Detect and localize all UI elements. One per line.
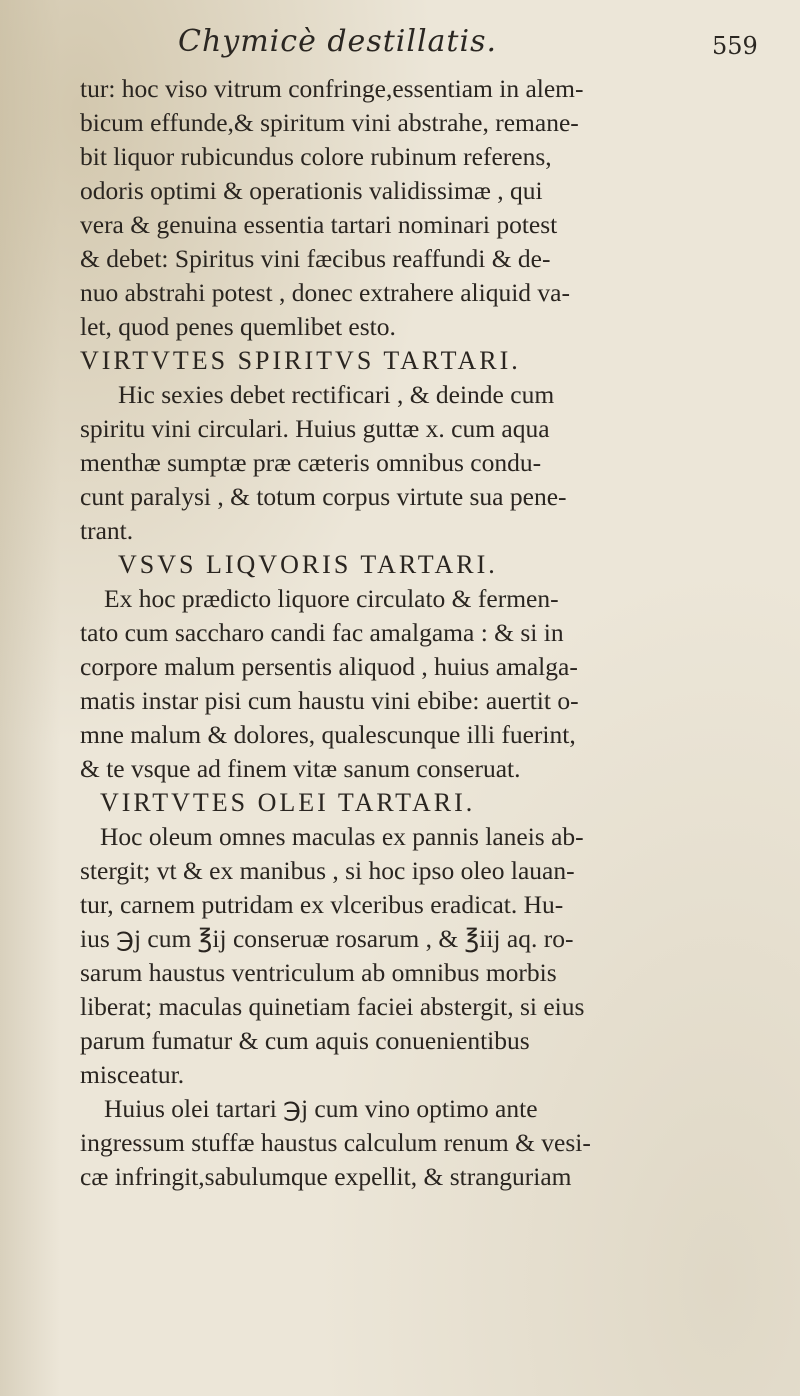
page-header [0,20,800,70]
text-line: Huius olei tartari ℈j cum vino optimo ante [104,1094,538,1123]
text-line: tur: hoc viso vitrum confringe,essentiam in alem- [80,74,584,103]
text-line: & te vsque ad finem vitæ sanum conseruat. [80,754,521,783]
text-line: ingressum stuffæ haustus calculum renum & vesi- [80,1128,591,1157]
page-number: 559 [712,32,758,60]
text-line: sarum haustus ventriculum ab omnibus morbis [80,958,557,987]
text-line: Hic sexies debet rectificari , & deinde cum [118,380,555,409]
text-line: Ex hoc prædicto liquore circulato & fermen- [104,584,559,613]
text-line: stergit; vt & ex manibus , si hoc ipso oleo lauan- [80,856,575,885]
text-line: ius ℈j cum ℥ij conseruæ rosarum , & ℥iij aq. ro- [80,924,574,953]
text-line: matis instar pisi cum haustu vini ebibe: auertit o- [80,686,579,715]
text-line: cæ infringit,sabulumque expellit, & stranguriam [80,1162,572,1191]
text-line: odoris optimi & operationis validissimæ , qui [80,176,543,205]
text-line: menthæ sumptæ præ cæteris omnibus condu- [80,448,542,477]
running-title: Chymicè destillatis. [178,24,498,59]
text-line: misceatur. [80,1060,185,1089]
text-line: let, quod penes quemlibet esto. [80,312,396,341]
text-line: Hoc oleum omnes maculas ex pannis laneis ab- [100,822,584,851]
text-line: trant. [80,516,134,545]
text-line: parum fumatur & cum aquis conuenientibus [80,1026,530,1055]
text-line: bicum effunde,& spiritum vini abstrahe, remane- [80,108,579,137]
text-line: corpore malum persentis aliquod , huius amalga- [80,652,578,681]
text-line: & debet: Spiritus vini fæcibus reaffundi & de- [80,244,551,273]
section-heading: VIRTVTES SPIRITVS TARTARI. [80,346,521,375]
text-line: liberat; maculas quinetiam faciei abstergit, si eius [80,992,585,1021]
text-line: mne malum & dolores, qualescunque illi fuerint, [80,720,576,749]
text-line: vera & genuina essentia tartari nominari potest [80,210,558,239]
text-line: cunt paralysi , & totum corpus virtute sua pene- [80,482,567,511]
section-heading: VSVS LIQVORIS TARTARI. [118,550,498,579]
section-heading: VIRTVTES OLEI TARTARI. [100,788,476,817]
text-line: nuo abstrahi potest , donec extrahere aliquid va- [80,278,570,307]
text-line: bit liquor rubicundus colore rubinum referens, [80,142,552,171]
text-line: tur, carnem putridam ex vlceribus eradicat. Hu- [80,890,564,919]
text-line: spiritu vini circulari. Huius guttæ x. cum aqua [80,414,550,443]
text-line: tato cum saccharo candi fac amalgama : & si in [80,618,564,647]
